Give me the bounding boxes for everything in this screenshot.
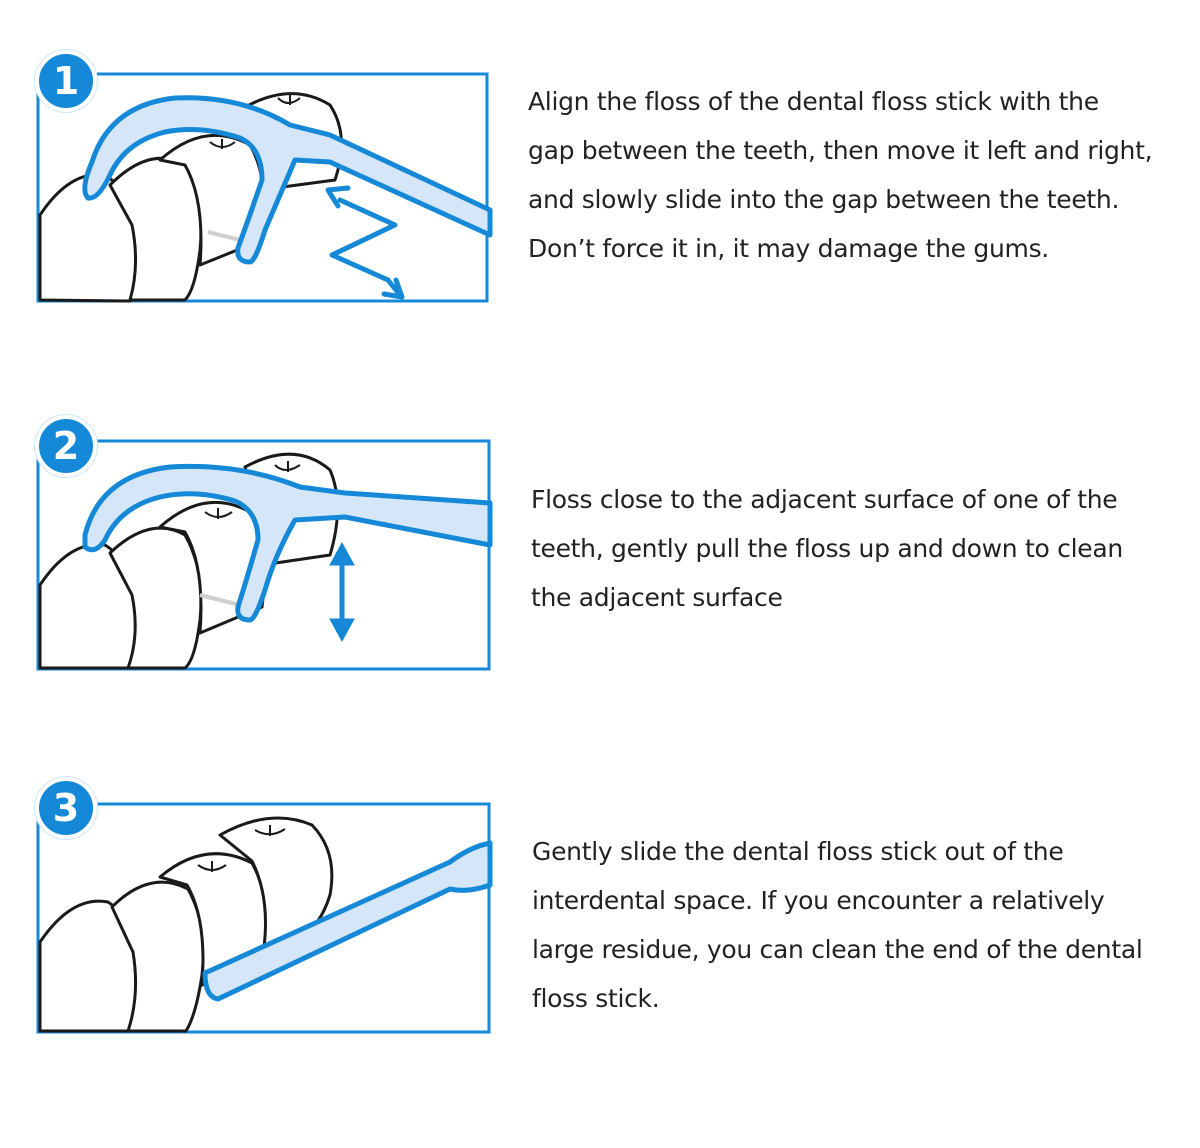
step-1-line-1: Align the floss of the dental floss stick with the <box>528 87 1099 116</box>
step-2-description <box>531 475 1123 622</box>
step-3 <box>0 777 1200 1037</box>
step-3-line-3: large residue, you can clean the end of the dental <box>532 935 1143 964</box>
step-2-illustration <box>0 415 520 715</box>
step-3-line-4: floss stick. <box>532 984 660 1013</box>
step-3-description <box>532 827 1143 1023</box>
step-1-line-3: and slowly slide into the gap between the teeth. <box>528 185 1120 214</box>
step-1 <box>0 50 1200 310</box>
step-1-description <box>528 77 1152 273</box>
step-1-line-4: Don’t force it in, it may damage the gums. <box>528 234 1049 263</box>
step-2-line-2: teeth, gently pull the floss up and down to clean <box>531 534 1123 563</box>
step-2 <box>0 415 1200 675</box>
step-3-line-1: Gently slide the dental floss stick out of the <box>532 837 1064 866</box>
step-2-number-badge: 2 <box>35 415 97 477</box>
step-2-line-3: the adjacent surface <box>531 583 783 612</box>
step-3-illustration <box>0 777 520 1077</box>
step-3-number-badge: 3 <box>35 777 97 839</box>
step-3-line-2: interdental space. If you encounter a relatively <box>532 886 1105 915</box>
step-2-line-1: Floss close to the adjacent surface of one of the <box>531 485 1118 514</box>
step-1-illustration <box>0 50 520 350</box>
step-1-number-badge: 1 <box>35 50 97 112</box>
step-1-line-2: gap between the teeth, then move it left and right, <box>528 136 1153 165</box>
